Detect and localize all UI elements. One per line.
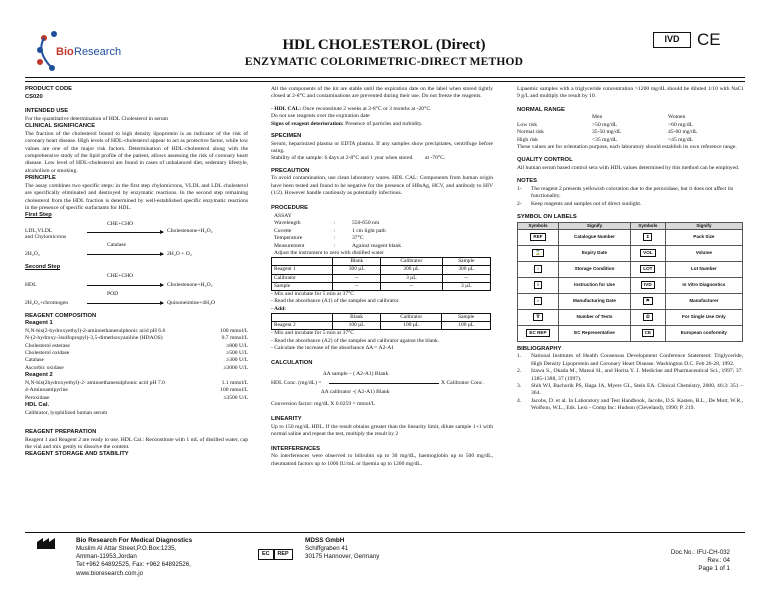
symbol-cell bbox=[630, 293, 665, 309]
reagent-1-list bbox=[25, 328, 248, 372]
column-middle bbox=[271, 86, 493, 468]
adjust-instruction: Adjust the instrument to zero with distilled water bbox=[274, 249, 384, 256]
parameter-value: 550-650 nm bbox=[352, 220, 380, 227]
symbol-icon: ⌛ bbox=[532, 249, 544, 257]
symbol-row bbox=[518, 293, 743, 309]
reagent-1-heading: Reagent 1 bbox=[25, 320, 53, 327]
reagent-2-value: 1.1 mmol/L bbox=[221, 379, 248, 386]
logo-research-text: Research bbox=[74, 46, 122, 58]
calc-denominator: ΔA calibrator -( A2-A1) Blank bbox=[321, 388, 390, 395]
symbol-icon: i bbox=[534, 281, 541, 289]
procedure-table-2 bbox=[271, 313, 491, 330]
mix-instruction-2: - Mix and incubate for 5 min at 37°C bbox=[271, 330, 355, 337]
reaction-3-lhs: HDL bbox=[25, 281, 37, 288]
bibliography-item bbox=[517, 368, 743, 383]
table-header-cell: Blank bbox=[333, 258, 381, 266]
symbol-icon: Σ bbox=[643, 233, 652, 241]
table-header-row bbox=[272, 313, 491, 321]
symbol-icon: VOL bbox=[640, 249, 655, 257]
reaction-4 bbox=[25, 291, 248, 309]
reaction-4-lhs: 2H₂O₂+chromogen bbox=[25, 299, 69, 306]
symbol-row bbox=[518, 245, 743, 261]
storage-heading: REAGENT STORAGE AND STABILITY bbox=[25, 451, 129, 458]
parameter-colon: : bbox=[334, 220, 336, 227]
range-cell: 35-50 mg/dL bbox=[592, 129, 622, 136]
footer-ec-rep bbox=[305, 537, 379, 561]
intended-use-text: For the quantitative determination of HDL Cholesterol in serum bbox=[25, 115, 169, 122]
reaction-2 bbox=[25, 242, 248, 260]
precaution-heading: PRECAUTION bbox=[271, 167, 310, 174]
table-header-row bbox=[272, 258, 491, 266]
revision: Rev.: 04 bbox=[707, 557, 730, 565]
reaction-arrow bbox=[87, 285, 163, 286]
reagent-1-name: N,N-bis(2-hydroxyethyl)-2-aminoethanesulphonic acid pH 6.6 bbox=[25, 327, 166, 334]
reagent-1-item bbox=[25, 350, 248, 357]
range-cell: >50 mg/dL bbox=[592, 121, 618, 128]
reagent-2-name: N,N-bis(2hydroxyethyl)-2- aminoethanesulphonic acid pH 7.0 bbox=[25, 379, 165, 386]
reagent-1-value: ≥3000 U/L bbox=[223, 364, 248, 371]
parameter-colon: : bbox=[334, 227, 336, 234]
intended-use-heading: INTENDED USE bbox=[25, 108, 69, 115]
page-number: Page 1 of 1 bbox=[698, 565, 730, 573]
range-row bbox=[517, 137, 743, 144]
table-cell: 3 µL bbox=[381, 274, 442, 282]
bibliography-number: 3. bbox=[517, 382, 522, 389]
range-note: These values are for orientation purpose, each laboratory should establish its own reference range. bbox=[517, 143, 737, 150]
symbols-table bbox=[517, 222, 743, 342]
symbols-heading: SYMBOL ON LABELS bbox=[517, 214, 577, 221]
calculation-heading: CALCULATION bbox=[271, 360, 313, 367]
range-row bbox=[517, 114, 743, 121]
note-number: 2- bbox=[517, 200, 522, 207]
symbol-row bbox=[518, 261, 743, 277]
principle-heading: PRINCIPLE bbox=[25, 175, 56, 182]
range-cell: 45-60 mg/dL bbox=[668, 129, 698, 136]
table-cell: 300 µL bbox=[381, 266, 442, 274]
reagent-1-name: Cholesterol oxidase bbox=[25, 350, 70, 357]
ivd-symbol: IVD bbox=[653, 32, 691, 48]
reagent-1-value: 100 mmol/L bbox=[220, 327, 248, 334]
assay-parameter bbox=[271, 243, 493, 250]
table-cell: Sample bbox=[272, 282, 333, 290]
manufacturer-website: www.bioresearch.com.jo bbox=[76, 569, 144, 577]
lipemic-note: Lipaemic samples with a triglyceride concentration >1200 mg/dL should be diluted 1/10 with NaCl 9 g/L and multiply the result by 10. bbox=[517, 86, 743, 100]
symbols-header-row bbox=[518, 222, 743, 229]
symbol-meaning: Catalogue Number bbox=[558, 229, 630, 245]
notes-list bbox=[517, 186, 743, 208]
table-cell: 100 µL bbox=[333, 322, 381, 330]
bibliography-list bbox=[517, 353, 743, 412]
reaction-4-rhs: Quinoneimine+4H₂O bbox=[167, 299, 215, 306]
range-cell: Normal risk bbox=[517, 129, 544, 136]
symbols-header-cell: Symbols bbox=[630, 222, 665, 229]
clinical-text: The fraction of the cholesterol bound to high density lipoprotein is an indicator of the risk of coronary heart disease. High levels of HDL-cholesterol appear to act as protective factor, while low values are one of the major risk factors. Determination of HDL-cholesterol along with the comprehensive study of the lipid profile of the patient, allows assessing the risk of coronary heart disease. Low level of HDL-cholesterol are found in cases of unbalanced diet, sedentary lifestyle, alcoholism or smoking. bbox=[25, 130, 248, 174]
bibliography-heading: BIBLIOGRAPHY bbox=[517, 345, 562, 352]
symbol-row bbox=[518, 325, 743, 341]
table-cell: -- bbox=[333, 274, 381, 282]
manufacturer-address-2: Amman-11953,Jordan bbox=[76, 553, 137, 561]
hdl-cal-heading: HDL Cal. bbox=[25, 401, 50, 408]
table-header-cell: Calibrator bbox=[380, 313, 442, 321]
procedure-table-1 bbox=[271, 257, 491, 291]
symbol-icon: ↕ bbox=[534, 265, 542, 273]
table-header-cell: Blank bbox=[333, 313, 381, 321]
symbol-cell bbox=[518, 325, 559, 341]
header-divider-2 bbox=[25, 81, 745, 82]
quality-control-text: All human serum based control sera with HDL values determined by this method can be employed. bbox=[517, 164, 740, 171]
symbol-icon: ⚑ bbox=[643, 297, 653, 305]
precaution-text: To avoid contamination, use clean laboratory wares. HDL CAL: Components from human origin have been tested and found to be negative for the presence of HBsAg, HCV, and antibody to HIV (1/2). However handle cautiously as potentially infectious. bbox=[271, 175, 493, 197]
read-instruction-1: - Read the absorbance (A1) of the samples and calibrator. bbox=[271, 298, 400, 305]
symbols-header-cell: Signify bbox=[665, 222, 742, 229]
ec-label: EC bbox=[258, 549, 274, 560]
table-header-cell bbox=[272, 258, 333, 266]
parameter-colon: : bbox=[334, 242, 336, 249]
footer-divider bbox=[25, 532, 745, 533]
range-cell bbox=[517, 114, 592, 121]
reagent-2-item bbox=[25, 380, 248, 387]
note-text: The reagent 2 presents yellowish coloration due to the peroxidase, but it does not affect its functionality. bbox=[531, 185, 734, 200]
table-cell: Calibrator bbox=[272, 274, 333, 282]
range-cell: Low risk bbox=[517, 121, 538, 128]
assay-parameter bbox=[271, 235, 493, 242]
header-divider bbox=[25, 77, 745, 78]
specimen-stability: Stability of the sample: 6 days at 2-8°C and 1 year when stored at -70°C. bbox=[271, 155, 446, 162]
symbol-meaning: Pack Size bbox=[665, 229, 742, 245]
hdl-cal-text: Calibrator, lyophilized human serum bbox=[25, 409, 108, 416]
calc-increase: - Calculate the increase of the absorbance ΔA = A2-A1 bbox=[271, 344, 395, 351]
parameter-value: Against reagent blank bbox=[352, 242, 402, 249]
notes-heading: NOTES bbox=[517, 178, 537, 185]
symbol-row bbox=[518, 309, 743, 325]
reagent-2-value: ≥3500 U/L bbox=[223, 394, 248, 401]
reagent-preparation-text: Reagent 1 and Reagent 2 are ready to use. HDL Cal.: Reconstitute with 1 mL of distilled water, cap the vial and mix gently to dissolve the content. bbox=[25, 436, 248, 450]
reaction-1-lhs: LDL,VLDL bbox=[25, 227, 53, 234]
footer-document-info bbox=[640, 549, 730, 573]
parameter-name: Temperature bbox=[274, 235, 303, 242]
symbol-meaning: Manufacturer bbox=[665, 293, 742, 309]
reaction-1 bbox=[25, 221, 248, 241]
reagent-1-value: 0.7 mmol/L bbox=[221, 335, 248, 342]
linearity-heading: LINEARITY bbox=[271, 416, 302, 423]
reagent-composition-heading: REAGENT COMPOSITION bbox=[25, 312, 97, 319]
symbol-meaning: Storage Condition bbox=[558, 261, 630, 277]
reaction-arrow bbox=[87, 232, 163, 233]
bibliography-number: 2. bbox=[517, 368, 522, 375]
table-cell: Reagent 2 bbox=[272, 322, 333, 330]
reagent-2-value: 100 mmol/L bbox=[220, 387, 248, 394]
parameter-name: Measurement bbox=[274, 242, 305, 249]
table-row bbox=[272, 282, 491, 290]
reagent-2-heading: Reagent 2 bbox=[25, 372, 53, 379]
reaction-arrow bbox=[87, 303, 163, 304]
symbol-row bbox=[518, 229, 743, 245]
table-cell: 300 µL bbox=[333, 266, 381, 274]
table-header-cell bbox=[272, 313, 333, 321]
clinical-heading: CLINICAL SIGNIFICANCE bbox=[25, 123, 96, 130]
reaction-2-enzyme: Catalase bbox=[107, 241, 126, 248]
expiration-note: Do not use reagents over the expiration date bbox=[271, 113, 370, 120]
ec-rep-address-1: Schiffgraben 41 bbox=[305, 545, 349, 553]
footer-manufacturer bbox=[76, 537, 192, 578]
calculation-formula bbox=[271, 368, 493, 398]
table-header-cell: Calibrator bbox=[381, 258, 442, 266]
interferences-heading: INTERFERENCES bbox=[271, 445, 320, 452]
table-cell: 300 µL bbox=[442, 266, 490, 274]
fraction-bar bbox=[329, 383, 439, 384]
storage-text: All the components of the kit are stable until the expiration date on the label when stored tightly closed at 2-8°C and contaminations are prevented during their use. Do not freeze the reagents. bbox=[271, 86, 493, 100]
symbol-icon: CE bbox=[642, 329, 654, 337]
principle-text: The assay combines two specific steps: in the first step chylomicrons, VLDL and LDL cholesterol are specifically eliminated and destroyed by enzymatic reactions. In the second step remaining cholesterol from the HDL fraction is determined by well-established specific enzymatic reactions in the presence of specific surfactants for HDL. bbox=[25, 182, 248, 211]
deterioration-text: Presence of particles and turbidity. bbox=[343, 120, 423, 127]
reaction-4-enzyme: POD bbox=[107, 290, 119, 297]
parameter-name: Wavelength bbox=[274, 220, 301, 227]
reaction-2-lhs: 2H₂O₂ bbox=[25, 250, 40, 257]
ec-rep-name: MDSS GmbH bbox=[305, 537, 345, 544]
reagent-1-name: Ascorbic oxidase bbox=[25, 364, 64, 371]
reagent-1-item bbox=[25, 343, 248, 350]
table-row bbox=[272, 274, 491, 282]
linearity-text: Up to 150 mg/dL HDL. If the result obtains greater than the linearity limit, dilute sample 1+1 with normal saline and repeat the test, multiply the result by 2 bbox=[271, 423, 493, 438]
parameter-name: Cuvette bbox=[274, 227, 292, 234]
symbol-icon: ② bbox=[643, 313, 653, 321]
procedure-heading: PROCEDURE bbox=[271, 205, 309, 212]
conversion-factor: Conversion factor: mg/dL X 0.0259 = mmol/L bbox=[271, 400, 376, 407]
reaction-3-enzyme: CHE+CHO bbox=[107, 272, 134, 279]
symbol-meaning: In Vitro Diagnostics bbox=[665, 277, 742, 293]
symbol-cell bbox=[630, 229, 665, 245]
reagent-2-name: Peroxidase bbox=[25, 394, 50, 401]
reagent-1-name: N-(2-hydroxy-3sulfopropyl)-3,5-dimethoxyaniline (HDAOS) bbox=[25, 335, 163, 342]
bibliography-text: Shih WJ, Bachorik PS, Haga JA, Myers GL, Stein EA. Clinical Chemistry, 2000, 46:3: 351 – 364. bbox=[531, 382, 743, 397]
hdl-cal-storage-label: - HDL CAL: bbox=[271, 105, 302, 112]
assay-parameter bbox=[271, 220, 493, 227]
symbol-meaning: Instruction for Use bbox=[558, 277, 630, 293]
assay-label: ASSAY bbox=[274, 213, 292, 220]
bibliography-item bbox=[517, 383, 743, 398]
ec-rep-address-2: 30175 Hannover, Germany bbox=[305, 553, 380, 561]
reagent-1-name: Catalase bbox=[25, 357, 44, 364]
bibliography-number: 1. bbox=[517, 353, 522, 360]
specimen-heading: SPECIMEN bbox=[271, 132, 302, 139]
range-cell: <45 mg/dL bbox=[668, 136, 694, 143]
manufacturer-name: Bio Research For Medical Diagnostics bbox=[76, 537, 193, 544]
range-cell: Women bbox=[668, 114, 686, 121]
normal-range-table bbox=[517, 114, 743, 144]
symbol-cell bbox=[518, 293, 559, 309]
reagent-1-item bbox=[25, 357, 248, 364]
reagent-1-item bbox=[25, 365, 248, 372]
bibliography-item bbox=[517, 353, 743, 368]
reaction-2-rhs: 2H₂O + O₂ bbox=[167, 250, 192, 257]
ce-mark: CE bbox=[697, 30, 721, 49]
first-step-heading: First Step bbox=[25, 212, 52, 219]
note-number: 1- bbox=[517, 185, 522, 192]
assay-parameter bbox=[271, 228, 493, 235]
add-instruction: - Add: bbox=[271, 305, 287, 312]
symbol-row bbox=[518, 277, 743, 293]
deterioration-note bbox=[271, 121, 493, 128]
range-cell: High risk bbox=[517, 136, 538, 143]
assay-parameters bbox=[271, 220, 493, 250]
table-cell: 100 µL bbox=[380, 322, 442, 330]
reaction-3-rhs: Cholestenone+H₂O₂ bbox=[167, 281, 213, 288]
symbol-meaning: Volume bbox=[665, 245, 742, 261]
symbol-meaning: For Single Use Only bbox=[665, 309, 742, 325]
symbol-icon: ∇ bbox=[533, 313, 542, 321]
reaction-1-rhs: Cholestenone+H₂O₂ bbox=[167, 227, 213, 234]
symbol-cell bbox=[518, 261, 559, 277]
mix-instruction-1: - Mix and incubate for 5 min at 37°C bbox=[271, 290, 355, 297]
range-cell: <35 mg/dL bbox=[592, 136, 618, 143]
table-header-cell: Sample bbox=[442, 313, 491, 321]
symbol-cell bbox=[630, 277, 665, 293]
symbol-cell bbox=[630, 325, 665, 341]
ec-rep-symbol bbox=[258, 549, 293, 560]
bibliography-text: Izawa S., Okada M., Matsui H., and Horita Y. J. Medicine and Pharmaceutical Sci., 1997; 37: 1385-1388, 37 (1997). bbox=[531, 368, 743, 382]
range-cell: Men bbox=[592, 114, 603, 121]
deterioration-label: Signs of reagent deterioration: bbox=[271, 120, 344, 127]
document-number: Doc.No.: IFU-CH-032 bbox=[670, 549, 730, 556]
symbol-meaning: Lot Number bbox=[665, 261, 742, 277]
symbol-meaning: EC Representative bbox=[558, 325, 630, 341]
reagent-2-name: 4-Aminoantipyrine bbox=[25, 387, 68, 394]
reagent-2-item bbox=[25, 395, 248, 402]
symbol-meaning: Number of Tests bbox=[558, 309, 630, 325]
table-row bbox=[272, 322, 491, 330]
reagent-2-item bbox=[25, 387, 248, 394]
symbol-cell bbox=[630, 309, 665, 325]
table-cell: 100 µL bbox=[442, 322, 491, 330]
parameter-colon: : bbox=[334, 235, 336, 242]
symbol-meaning: Expiry Date bbox=[558, 245, 630, 261]
calc-lhs: HDL Conc. (mg/dL) = bbox=[271, 379, 322, 386]
reaction-arrow bbox=[87, 254, 163, 255]
symbol-cell bbox=[518, 229, 559, 245]
hdl-cal-storage-text: Once reconstitute 2 weeks at 2-8°C or 3 months at -20°C. bbox=[301, 105, 432, 112]
note-text: Keep reagents and samples out of direct sunlight. bbox=[531, 200, 642, 207]
second-step-heading: Second Step bbox=[25, 263, 61, 270]
table-cell: -- bbox=[442, 274, 490, 282]
range-row bbox=[517, 122, 743, 129]
reagent-1-value: ≥800 U/L bbox=[226, 342, 248, 349]
table-cell: -- bbox=[381, 282, 442, 290]
symbol-icon: IVD bbox=[641, 281, 655, 289]
bibliography-text: Jacobs, D. et al. In Laboratory and Test Handbook, Jacobs, D.S. Kasten, B.L., De Mott, W.R., Wolfson, W.L., Eds. Lexi - Comp Inc: Hudson (Cleveland), 1990; P. 219. bbox=[531, 397, 743, 412]
parameter-value: 1 cm light path bbox=[352, 227, 386, 234]
table-header-cell: Sample bbox=[442, 258, 490, 266]
calc-numerator: ΔA sample – ( A2-A1) Blank bbox=[323, 370, 389, 377]
specimen-text: Serum, heparinized plasma or EDTA plasma. If any samples show precipitates, centrifuge before using. bbox=[271, 140, 493, 154]
logo-bio-text: Bio bbox=[56, 46, 74, 58]
reagent-1-value: ≥500 U/L bbox=[226, 350, 248, 357]
manufacturer-tel: Tel:+962 64892525, Fax: +962 64892526, bbox=[76, 561, 191, 569]
quality-control-heading: QUALITY CONTROL bbox=[517, 157, 573, 164]
reaction-1-enzyme: CHE+CHO bbox=[107, 220, 134, 227]
table-cell: Reagent 1 bbox=[272, 266, 333, 274]
symbol-cell bbox=[518, 309, 559, 325]
symbol-icon: LOT bbox=[640, 265, 655, 273]
column-left bbox=[25, 86, 248, 459]
reagent-2-list bbox=[25, 380, 248, 402]
read-instruction-2: - Read the absorbance (A2) of the samples and calibrator against the blank. bbox=[271, 337, 440, 344]
range-row bbox=[517, 129, 743, 136]
product-code: CS020 bbox=[25, 93, 43, 100]
bibliography-text: National Institutes of Health Consensus Development Conference Statement: Triglyceride, High Density Lipoprotein and Coronary Heart Disease. Washington D.C. Feb 26-28, 1992. bbox=[531, 353, 743, 367]
symbol-cell bbox=[630, 261, 665, 277]
hdl-cal-storage bbox=[271, 106, 493, 113]
reaction-3 bbox=[25, 273, 248, 290]
manufacturer-address-1: Muslim Al Attar Street,P.O.Box:1235, bbox=[76, 545, 177, 553]
symbol-cell bbox=[630, 245, 665, 261]
product-code-heading: PRODUCT CODE bbox=[25, 86, 73, 92]
reagent-preparation-heading: REAGENT PREPARATION bbox=[25, 428, 97, 435]
table-cell: -- bbox=[333, 282, 381, 290]
table-row bbox=[272, 266, 491, 274]
symbol-meaning: European conformity bbox=[665, 325, 742, 341]
reagent-1-item bbox=[25, 335, 248, 342]
bibliography-number: 4. bbox=[517, 397, 522, 404]
page-subtitle: ENZYMATIC COLORIMETRIC-DIRECT METHOD bbox=[244, 56, 524, 68]
reagent-1-name: Cholesterol esterase bbox=[25, 342, 70, 349]
parameter-value: 37°C bbox=[352, 235, 364, 242]
reagent-1-value: ≥300 U/L bbox=[226, 357, 248, 364]
calc-rhs: X Calibrator Conc. bbox=[441, 379, 484, 386]
range-cell: >60 mg/dL bbox=[668, 121, 694, 128]
reaction-1-lhs-b: and Chylomicrons bbox=[25, 233, 67, 240]
manufacturer-icon bbox=[35, 536, 65, 553]
note-item bbox=[517, 186, 743, 201]
symbol-icon: ⌂ bbox=[534, 297, 543, 305]
symbol-cell bbox=[518, 277, 559, 293]
interferences-text: No interferences were observed to bilirubin up to 30 mg/dL, haemoglobin up to 500 mg/dL, rheumatoid factors up to 1000 IU/mL or lipemia up to 1200 mg/dL. bbox=[271, 453, 493, 467]
symbols-header-cell: Symbols bbox=[518, 222, 559, 229]
symbols-header-cell: Signify bbox=[558, 222, 630, 229]
page-title: HDL CHOLESTEROL (Direct) bbox=[282, 37, 486, 53]
rep-label: REP bbox=[274, 549, 293, 560]
table-cell: 3 µL bbox=[442, 282, 490, 290]
symbol-cell bbox=[518, 245, 559, 261]
bibliography-item bbox=[517, 398, 743, 413]
normal-range-heading: NORMAL RANGE bbox=[517, 106, 565, 113]
symbol-icon: REF bbox=[530, 233, 545, 241]
symbol-icon: EC REP bbox=[526, 329, 549, 337]
symbol-meaning: Manufacturing Date bbox=[558, 293, 630, 309]
note-item bbox=[517, 201, 743, 208]
column-right bbox=[517, 86, 743, 412]
